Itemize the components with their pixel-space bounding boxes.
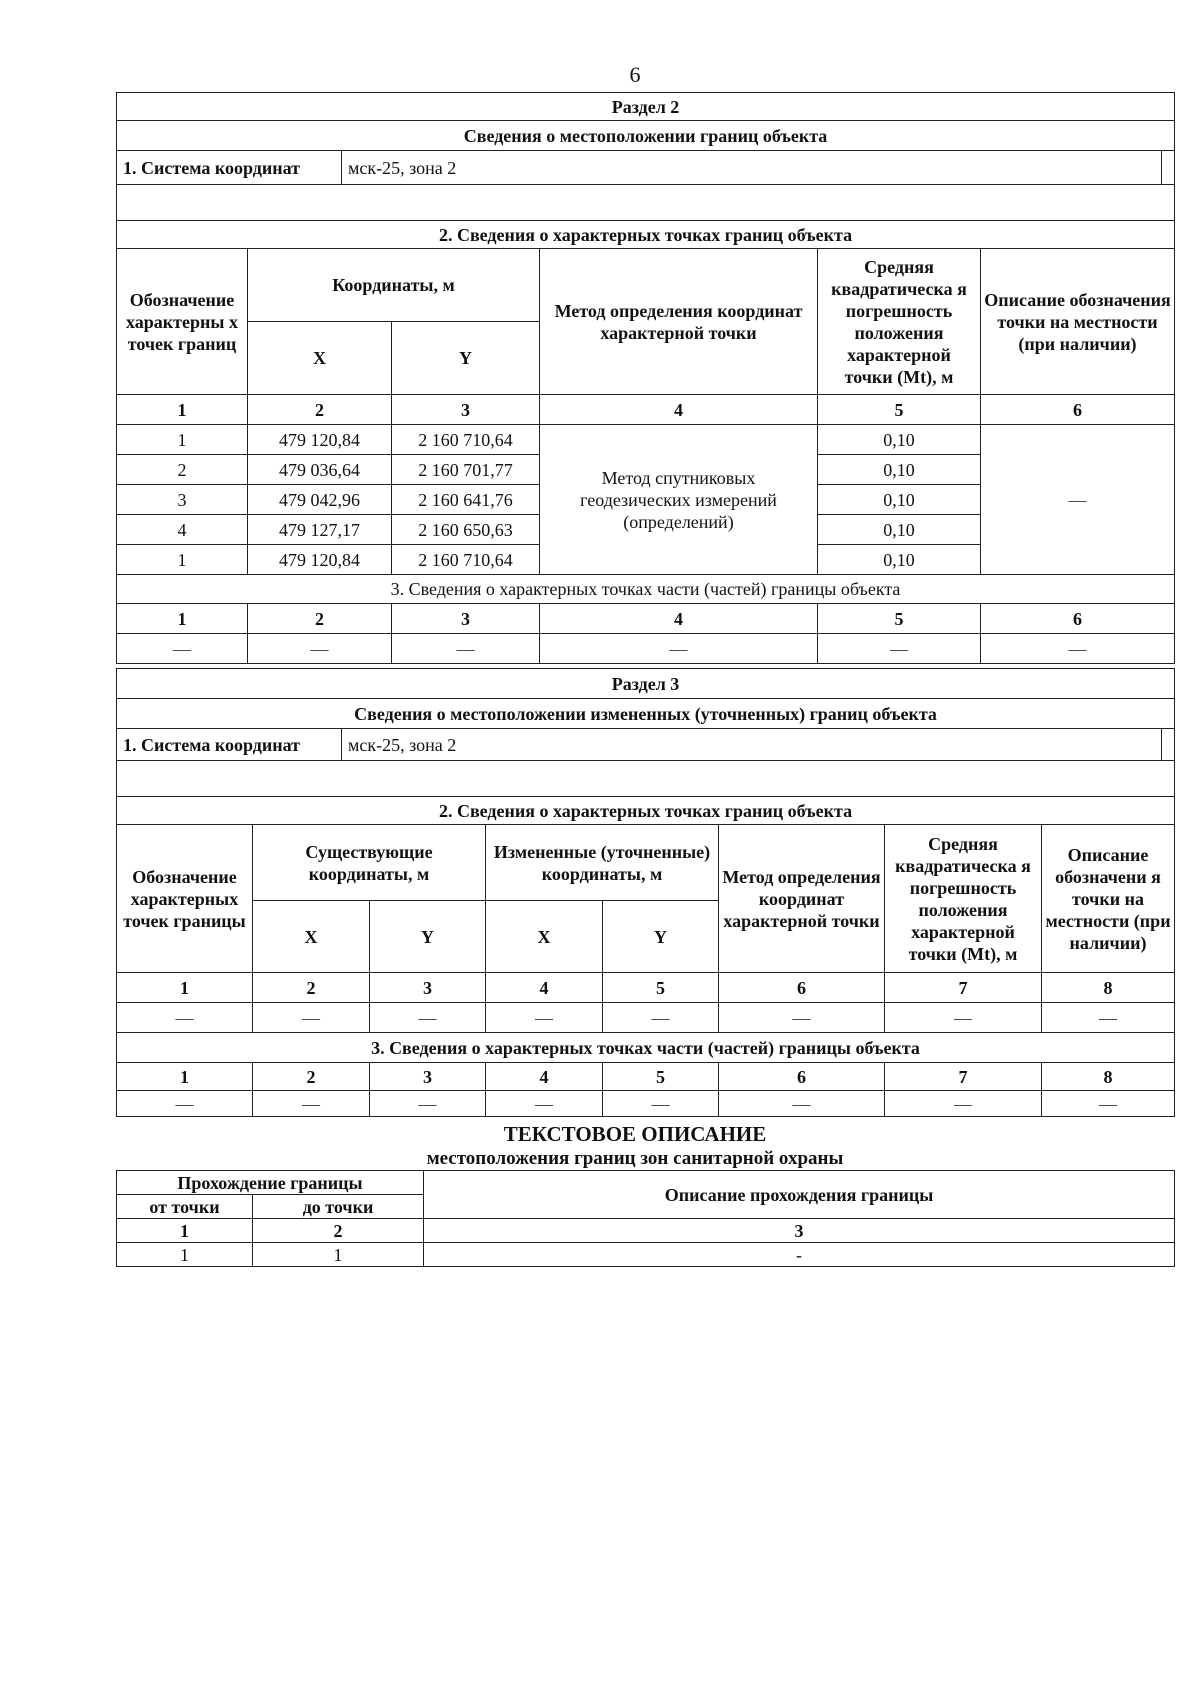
- section2-points-table: [116, 248, 1175, 664]
- section2-coord-system-value: мск-25, зона 2: [342, 151, 1162, 185]
- section3-coord-system-label: 1. Система координат: [117, 729, 342, 761]
- td-header-passage: Прохождение границы: [117, 1171, 424, 1195]
- section2-points-title: 2. Сведения о характерных точках границ объекта: [117, 221, 1175, 249]
- s3-colnum: 3: [370, 973, 486, 1003]
- text-description-table: [116, 1170, 1175, 1267]
- section3-subtitle: Сведения о местоположении измененных (уточненных) границ объекта: [117, 699, 1175, 729]
- table-row: [117, 1091, 1175, 1117]
- section3-points-table: [116, 824, 1175, 1117]
- s2-y: 2 160 701,77: [392, 455, 540, 485]
- s3-cell: —: [117, 1003, 253, 1033]
- s2-y: 2 160 710,64: [392, 425, 540, 455]
- s2-parts-colnum: 4: [540, 604, 818, 634]
- table-row: [117, 1003, 1175, 1033]
- s2-parts-cell: —: [818, 634, 981, 664]
- table-row: [117, 634, 1175, 664]
- s2-parts-colnum: 2: [248, 604, 392, 634]
- s2-x: 479 120,84: [248, 425, 392, 455]
- section3-title: Раздел 3: [117, 669, 1175, 699]
- s2-x: 479 042,96: [248, 485, 392, 515]
- s2-parts-cell: —: [392, 634, 540, 664]
- s2-mt: 0,10: [818, 455, 981, 485]
- s3-parts-cell: —: [603, 1091, 719, 1117]
- page-number: 6: [629, 62, 641, 87]
- s3-header-method: Метод определения координат характерной точки: [719, 825, 885, 973]
- s2-parts-colnum: 3: [392, 604, 540, 634]
- section2-coord-system-label: 1. Система координат: [117, 151, 342, 185]
- section2-coord-system-spacer: [1162, 151, 1175, 185]
- s2-colnum: 2: [248, 395, 392, 425]
- td-from: 1: [117, 1243, 253, 1267]
- section3-header-table: [116, 668, 1175, 825]
- s3-cell: —: [253, 1003, 370, 1033]
- s2-x: 479 036,64: [248, 455, 392, 485]
- td-header-from: от точки: [117, 1195, 253, 1219]
- section2-title: Раздел 2: [117, 93, 1175, 121]
- s2-header-x: X: [248, 322, 392, 395]
- s3-header-x-existing: X: [253, 901, 370, 973]
- s3-header-description: Описание обозначени я точки на местности (при наличии): [1042, 825, 1175, 973]
- section3-coord-system-spacer: [1162, 729, 1175, 761]
- td-colnum: 1: [117, 1219, 253, 1243]
- section3-coord-system-value: мск-25, зона 2: [342, 729, 1162, 761]
- s3-parts-cell: —: [253, 1091, 370, 1117]
- s2-point: 1: [117, 425, 248, 455]
- s2-parts-cell: —: [248, 634, 392, 664]
- s2-colnum: 3: [392, 395, 540, 425]
- s2-header-method: Метод определения координат характерной точки: [540, 249, 818, 395]
- text-description-subtitle: местоположения границ зон санитарной охраны: [426, 1148, 844, 1169]
- s3-header-designation: Обозначение характерных точек границы: [117, 825, 253, 973]
- s3-header-changed: Измененные (уточненные) координаты, м: [486, 825, 719, 901]
- section3-points-title: 2. Сведения о характерных точках границ объекта: [117, 797, 1175, 825]
- s2-mt: 0,10: [818, 515, 981, 545]
- td-colnum: 3: [424, 1219, 1175, 1243]
- td-header-description: Описание прохождения границы: [424, 1171, 1175, 1219]
- s2-parts-cell: —: [540, 634, 818, 664]
- s2-parts-title: 3. Сведения о характерных точках части (частей) границы объекта: [117, 575, 1175, 604]
- td-to: 1: [253, 1243, 424, 1267]
- s3-parts-colnum: 7: [885, 1063, 1042, 1091]
- s2-colnum: 1: [117, 395, 248, 425]
- td-description: -: [424, 1243, 1175, 1267]
- s3-parts-colnum: 6: [719, 1063, 885, 1091]
- s3-header-error: Средняя квадратическа я погрешность положения характерной точки (Mt), м: [885, 825, 1042, 973]
- s2-parts-colnum: 5: [818, 604, 981, 634]
- s3-parts-colnum: 2: [253, 1063, 370, 1091]
- s2-header-error: Средняя квадратическа я погрешность положения характерной точки (Mt), м: [818, 249, 981, 395]
- td-header-to: до точки: [253, 1195, 424, 1219]
- s3-colnum: 5: [603, 973, 719, 1003]
- text-description-title: ТЕКСТОВОЕ ОПИСАНИЕ: [503, 1122, 767, 1146]
- s2-x: 479 127,17: [248, 515, 392, 545]
- section2-header-table: [116, 92, 1175, 249]
- s3-parts-colnum: 8: [1042, 1063, 1175, 1091]
- s2-method-value: Метод спутниковых геодезических измерений (определений): [540, 425, 818, 575]
- s2-point: 3: [117, 485, 248, 515]
- s2-parts-colnum: 6: [981, 604, 1175, 634]
- s2-y: 2 160 641,76: [392, 485, 540, 515]
- s3-parts-colnum: 5: [603, 1063, 719, 1091]
- td-colnum: 2: [253, 1219, 424, 1243]
- s3-cell: —: [719, 1003, 885, 1033]
- table-row: [117, 1243, 1175, 1267]
- s2-colnum: 6: [981, 395, 1175, 425]
- s2-colnum: 5: [818, 395, 981, 425]
- s2-point: 2: [117, 455, 248, 485]
- s3-parts-cell: —: [370, 1091, 486, 1117]
- s2-parts-cell: —: [981, 634, 1175, 664]
- s2-mt: 0,10: [818, 485, 981, 515]
- s3-cell: —: [370, 1003, 486, 1033]
- s3-parts-colnum: 1: [117, 1063, 253, 1091]
- s3-header-y-changed: Y: [603, 901, 719, 973]
- s2-point: 1: [117, 545, 248, 575]
- s3-header-x-changed: X: [486, 901, 603, 973]
- s3-colnum: 2: [253, 973, 370, 1003]
- s3-colnum: 1: [117, 973, 253, 1003]
- s2-point: 4: [117, 515, 248, 545]
- s3-parts-cell: —: [719, 1091, 885, 1117]
- s2-parts-cell: —: [117, 634, 248, 664]
- s3-parts-cell: —: [117, 1091, 253, 1117]
- s2-header-y: Y: [392, 322, 540, 395]
- table-row: [117, 425, 1175, 455]
- s3-cell: —: [486, 1003, 603, 1033]
- s3-cell: —: [885, 1003, 1042, 1033]
- section2-empty-row: [117, 185, 1175, 221]
- s3-parts-cell: —: [1042, 1091, 1175, 1117]
- s2-y: 2 160 650,63: [392, 515, 540, 545]
- s2-x: 479 120,84: [248, 545, 392, 575]
- s3-colnum: 6: [719, 973, 885, 1003]
- section3-empty-row: [117, 761, 1175, 797]
- s2-description-value: —: [981, 425, 1175, 575]
- s2-header-description: Описание обозначения точки на местности (при наличии): [981, 249, 1175, 395]
- section2-subtitle: Сведения о местоположении границ объекта: [117, 121, 1175, 151]
- s3-parts-colnum: 4: [486, 1063, 603, 1091]
- s2-header-coords: Координаты, м: [248, 249, 540, 322]
- s2-header-designation: Обозначение характерны х точек границ: [117, 249, 248, 395]
- s3-colnum: 8: [1042, 973, 1175, 1003]
- s3-parts-title: 3. Сведения о характерных точках части (частей) границы объекта: [117, 1033, 1175, 1063]
- s3-parts-colnum: 3: [370, 1063, 486, 1091]
- s3-parts-cell: —: [486, 1091, 603, 1117]
- s2-mt: 0,10: [818, 425, 981, 455]
- s3-header-y-existing: Y: [370, 901, 486, 973]
- s3-header-existing: Существующие координаты, м: [253, 825, 486, 901]
- s3-colnum: 7: [885, 973, 1042, 1003]
- s3-parts-cell: —: [885, 1091, 1042, 1117]
- s3-colnum: 4: [486, 973, 603, 1003]
- s2-y: 2 160 710,64: [392, 545, 540, 575]
- s3-cell: —: [603, 1003, 719, 1033]
- s2-colnum: 4: [540, 395, 818, 425]
- s3-cell: —: [1042, 1003, 1175, 1033]
- s2-mt: 0,10: [818, 545, 981, 575]
- s2-parts-colnum: 1: [117, 604, 248, 634]
